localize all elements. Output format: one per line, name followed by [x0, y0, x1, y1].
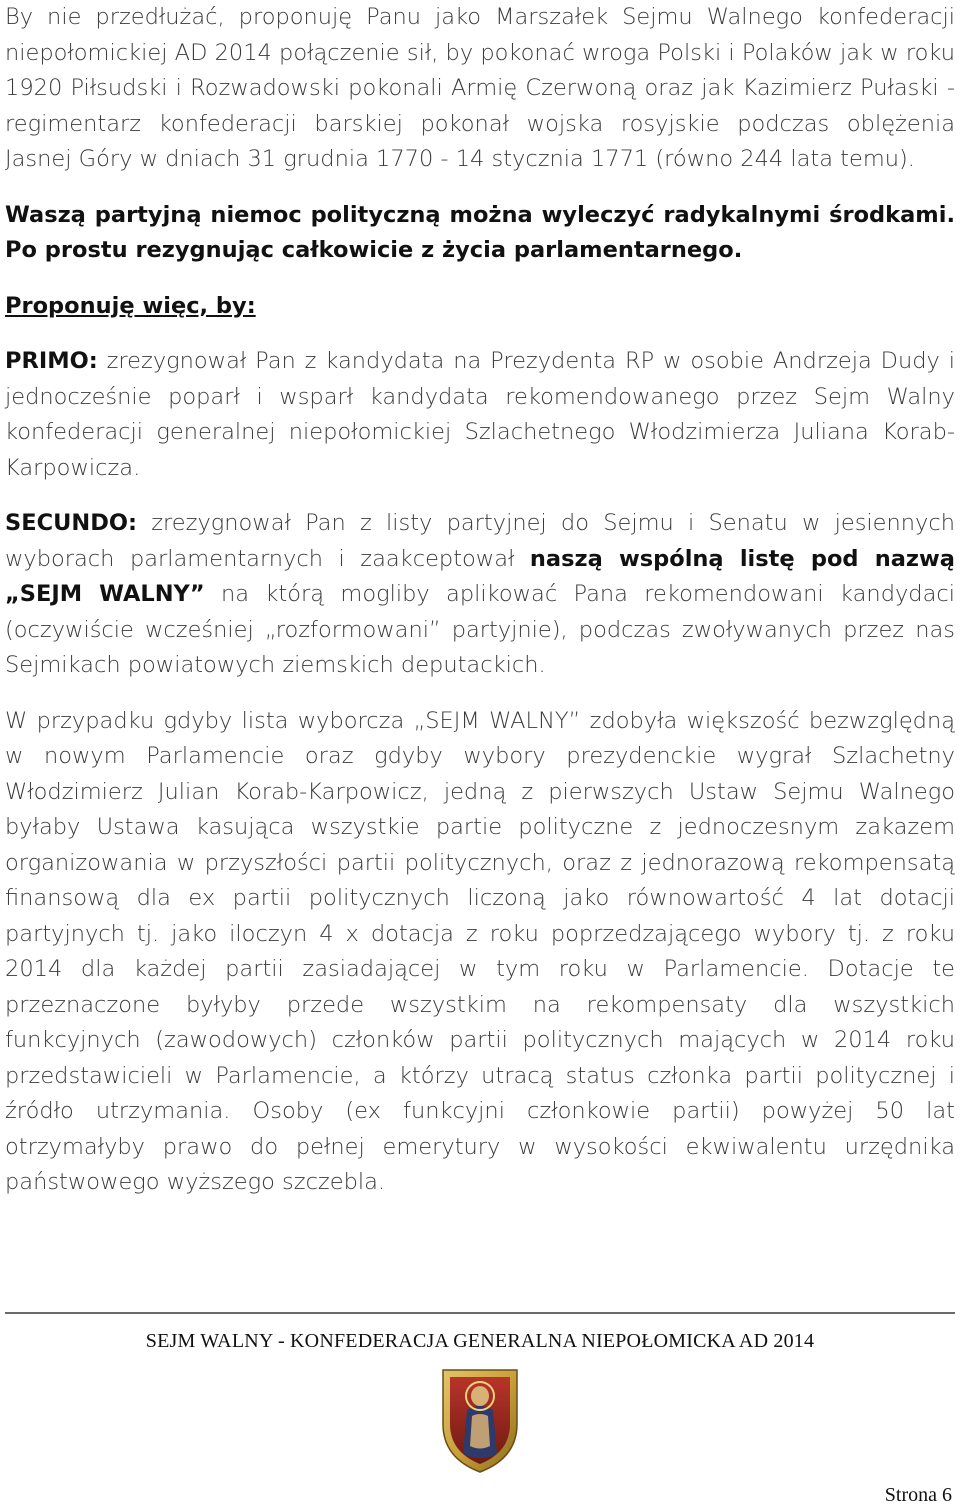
secundo-text-1: zrezygnował Pan z listy partyjnej do Sejmu i Senatu w jesiennych wyborach parlamentarnych i zaakceptował — [5, 510, 955, 572]
primo-text: zrezygnował Pan z kandydata na Prezydenta RP w osobie Andrzeja Dudy i jednocześnie poparł i wsparł kandydata rekomendowanego przez Sejm Walny konfederacji generalnej niepołomickiej Szlachetnego Włodzimierza Juliana Korab-Karpowicza. — [5, 348, 955, 481]
paragraph-primo — [5, 344, 955, 486]
footer-title: SEJM WALNY - KONFEDERACJA GENERALNA NIEPOŁOMICKA AD 2014 — [145, 1330, 815, 1352]
secundo-list-name: naszą wspólną listę pod nazwą „SEJM WALNY” — [5, 545, 955, 607]
paragraph-consequences: W przypadku gdyby lista wyborcza „SEJM WALNY” zdobyła większość bezwzględną w nowym Parlamencie oraz gdyby wybory prezydenckie wygrał Szlachetny Włodzimierz Julian Korab-Karpowicz, jedną z pierwszych Ustaw Sejmu Walnego byłaby Ustawa kasująca wszystkie partie polityczne z jednoczesnym zakazem organizowania w przyszłości partii politycznych, oraz z jednorazową rekompensatą finansową dla ex partii politycznych liczoną jako równowartość 4 lat dotacji partyjnych tj. jako iloczyn 4 x dotacja z roku poprzedzającego wybory tj. z roku 2014 dla każdej partii zasiadającej w tym roku w Parlamencie. Dotacje te przeznaczone byłyby przede wszystkim na rekompensaty dla wszystkich funkcyjnych (zawodowych) członków partii politycznych mających w 2014 roku przedstawicieli w Parlamencie, a którzy utracą status członka partii politycznej i źródło utrzymania. Osoby (ex funkcyjni członkowie partii) powyżej 50 lat otrzymałyby prawo do pełnej emerytury w wysokości ekwiwalentu urzędnika państwowego wyższego szczebla. — [5, 707, 955, 1195]
footer-divider — [5, 1312, 955, 1314]
document-body — [5, 0, 955, 1201]
paragraph-secundo — [5, 506, 955, 684]
primo-label: PRIMO: — [5, 348, 98, 374]
paragraph-emphasis: Waszą partyjną niemoc polityczną można wyleczyć radykalnymi środkami. Po prostu rezygnując całkowicie z życia parlamentarnego. — [5, 201, 955, 263]
secundo-label: SECUNDO: — [5, 510, 137, 536]
confederation-emblem-image — [437, 1366, 523, 1476]
secundo-text-2: na którą mogliby aplikować Pana rekomendowani kandydaci (oczywiście wcześniej „rozformowani” partyjnie), podczas zwoływanych przez nas Sejmikach powiatowych ziemskich deputackich. — [5, 581, 955, 678]
paragraph-intro: By nie przedłużać, proponuję Panu jako Marszałek Sejmu Walnego konfederacji niepołomickiej AD 2014 połączenie sił, by pokonać wroga Polski i Polaków jak w roku 1920 Piłsudski i Rozwadowski pokonali Armię Czerwoną oraz jak Kazimierz Pułaski - regimentarz konfederacji barskiej pokonał wojska rosyjskie podczas oblężenia Jasnej Góry w dniach 31 grudnia 1770 - 14 stycznia 1771 (równo 244 lata temu). — [5, 4, 955, 172]
page-number: Strona 6 — [884, 1484, 952, 1506]
proposal-heading: Proponuję więc, by: — [5, 292, 256, 319]
